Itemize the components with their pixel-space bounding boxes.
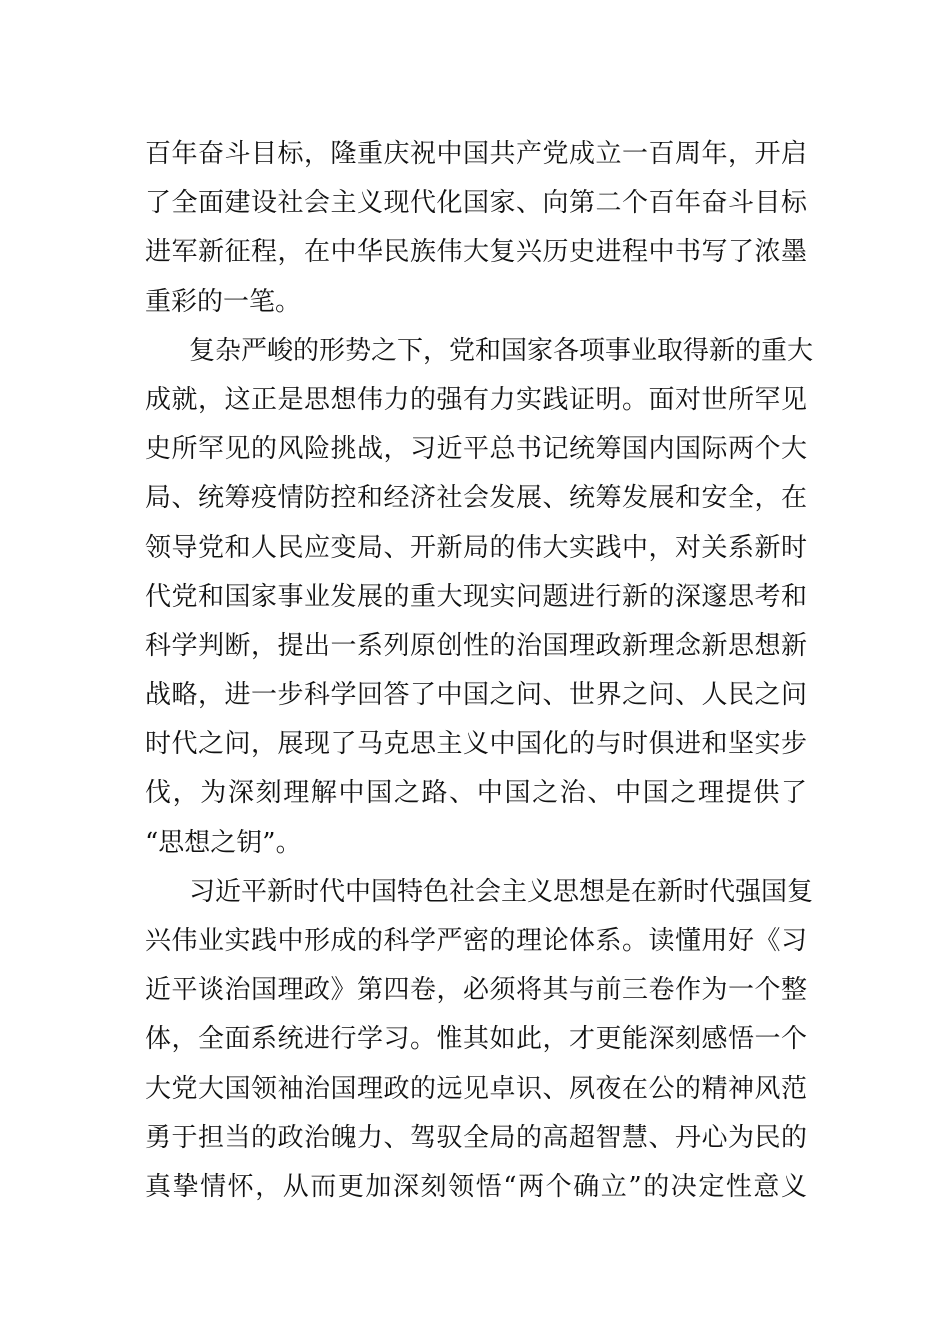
text-line: 习近平新时代中国特色社会主义思想是在新时代强国复 — [189, 876, 814, 907]
body-text — [145, 130, 814, 1212]
text-line: 战略，进一步科学回答了中国之问、世界之问、人民之问 — [145, 680, 807, 711]
text-line: 史所罕见的风险挑战，习近平总书记统筹国内国际两个大 — [145, 434, 807, 465]
text-line: 领导党和人民应变局、开新局的伟大实践中，对关系新时 — [145, 532, 807, 563]
text-line: 兴伟业实践中形成的科学严密的理论体系。读懂用好《习 — [145, 926, 807, 956]
text-line: 了全面建设社会主义现代化国家、向第二个百年奋斗目标 — [145, 188, 807, 219]
text-line: 伐，为深刻理解中国之路、中国之治、中国之理提供了 — [145, 778, 807, 809]
text-line: 大党大国领袖治国理政的远见卓识、夙夜在公的精神风范 — [145, 1073, 807, 1104]
text-line: 体，全面系统进行学习。惟其如此，才更能深刻感悟一个 — [145, 1024, 807, 1055]
text-line: 进军新征程，在中华民族伟大复兴历史进程中书写了浓墨 — [145, 237, 807, 268]
text-line: 时代之问，展现了马克思主义中国化的与时俱进和坚实步 — [145, 729, 807, 760]
text-line: 复杂严峻的形势之下，党和国家各项事业取得新的重大 — [189, 335, 814, 366]
text-line: 代党和国家事业发展的重大现实问题进行新的深邃思考和 — [145, 581, 807, 612]
text-line: 近平谈治国理政》第四卷，必须将其与前三卷作为一个整 — [145, 975, 807, 1006]
text-line: 成就，这正是思想伟力的强有力实践证明。面对世所罕见 — [145, 384, 807, 415]
text-line: “思想之钥”。 — [145, 827, 302, 858]
text-line: 局、统筹疫情防控和经济社会发展、统筹发展和安全，在 — [145, 483, 807, 514]
text-line: 真挚情怀，从而更加深刻领悟“两个确立”的决定性意义 — [145, 1171, 807, 1202]
text-line: 科学判断，提出一系列原创性的治国理政新理念新思想新 — [145, 630, 807, 661]
text-line: 重彩的一笔。 — [145, 286, 302, 317]
text-line: 百年奋斗目标，隆重庆祝中国共产党成立一百周年，开启 — [145, 139, 807, 169]
text-line: 勇于担当的政治魄力、驾驭全局的高超智慧、丹心为民的 — [145, 1122, 807, 1153]
